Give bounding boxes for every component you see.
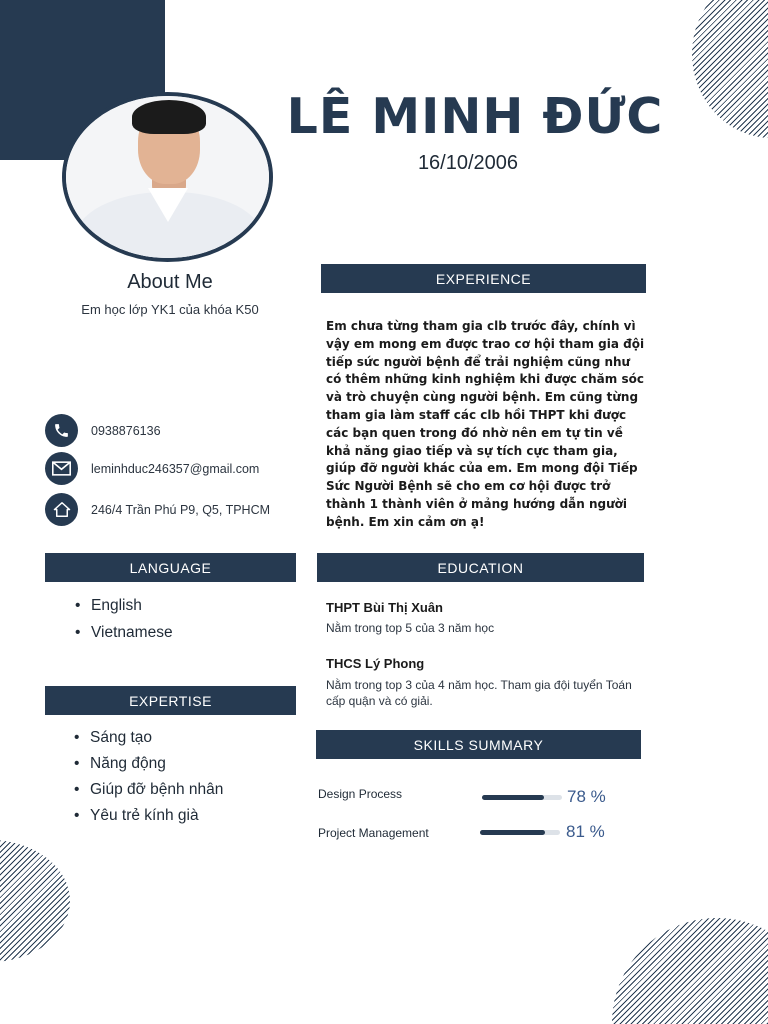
expertise-list xyxy=(74,729,223,825)
education-school: THCS Lý Phong xyxy=(326,656,425,671)
expertise-item: • Yêu trẻ kính già xyxy=(74,807,223,825)
skill-label: Project Management xyxy=(318,826,429,840)
skills-heading: SKILLS SUMMARY xyxy=(316,730,641,759)
education-school: THPT Bùi Thị Xuân xyxy=(326,600,443,615)
skill-progress-fill xyxy=(480,830,545,835)
contact-email-text: leminhduc246357@gmail.com xyxy=(91,461,260,476)
contact-phone-text: 0938876136 xyxy=(91,423,161,438)
home-icon xyxy=(45,493,78,526)
education-desc: Nằm trong top 5 của 3 năm học xyxy=(326,621,495,635)
language-item: • Vietnamese xyxy=(75,624,173,642)
phone-icon xyxy=(45,414,78,447)
skill-progress-fill xyxy=(482,795,544,800)
skill-percent: 78 % xyxy=(567,787,606,806)
hatched-circle-bottom-right xyxy=(612,918,768,1024)
about-title: About Me xyxy=(127,271,213,293)
person-name: LÊ MINH ĐỨC xyxy=(286,88,664,145)
about-text: Em học lớp YK1 của khóa K50 xyxy=(81,302,259,317)
date-of-birth: 16/10/2006 xyxy=(417,152,519,174)
profile-photo xyxy=(62,92,273,262)
contact-address-text: 246/4 Trần Phú P9, Q5, TPHCM xyxy=(91,502,271,517)
expertise-item: • Sáng tạo xyxy=(74,729,223,747)
contact-email xyxy=(45,452,259,485)
hatched-circle-bottom-left xyxy=(0,840,70,962)
skill-progress-bar xyxy=(482,795,562,800)
experience-heading: EXPERIENCE xyxy=(321,264,646,293)
education-heading: EDUCATION xyxy=(317,553,644,582)
expertise-item: • Giúp đỡ bệnh nhân xyxy=(74,781,223,799)
contact-phone xyxy=(45,414,161,447)
skill-percent: 81 % xyxy=(566,822,605,841)
language-list xyxy=(75,597,173,642)
skill-progress-bar xyxy=(480,830,560,835)
experience-text: Em chưa từng tham gia clb trước đây, chính vì vậy em mong em được trao cơ hội tham gia đội tiếp sức người bệnh để trải nghiệm cũng như có thêm những kinh nghiệm khi được chăm sóc và trò chuyện cùng người bệnh. Em cũng từng tham gia làm staff các clb hồi THPT khi được các bạn quen trong đó nhờ nên em tự tin về khả năng giao tiếp và sự tích cực tham gia, giúp đỡ người khác của em. Em mong đội Tiếp Sức Người Bệnh sẽ cho em cơ hội được trở thành 1 thành viên ở mảng hướng dẫn người bệnh. Em xin cảm ơn ạ! xyxy=(326,319,645,529)
language-item: • English xyxy=(75,597,173,615)
expertise-item: • Năng động xyxy=(74,755,223,773)
mail-icon xyxy=(45,452,78,485)
language-heading: LANGUAGE xyxy=(45,553,296,582)
skill-label: Design Process xyxy=(318,787,403,801)
hatched-circle-top-right xyxy=(692,0,768,138)
education-desc: Nằm trong top 3 của 4 năm học. Tham gia đội tuyển Toán cấp quận và có giải. xyxy=(326,678,632,708)
expertise-heading: EXPERTISE xyxy=(45,686,296,715)
contact-address xyxy=(45,493,270,526)
